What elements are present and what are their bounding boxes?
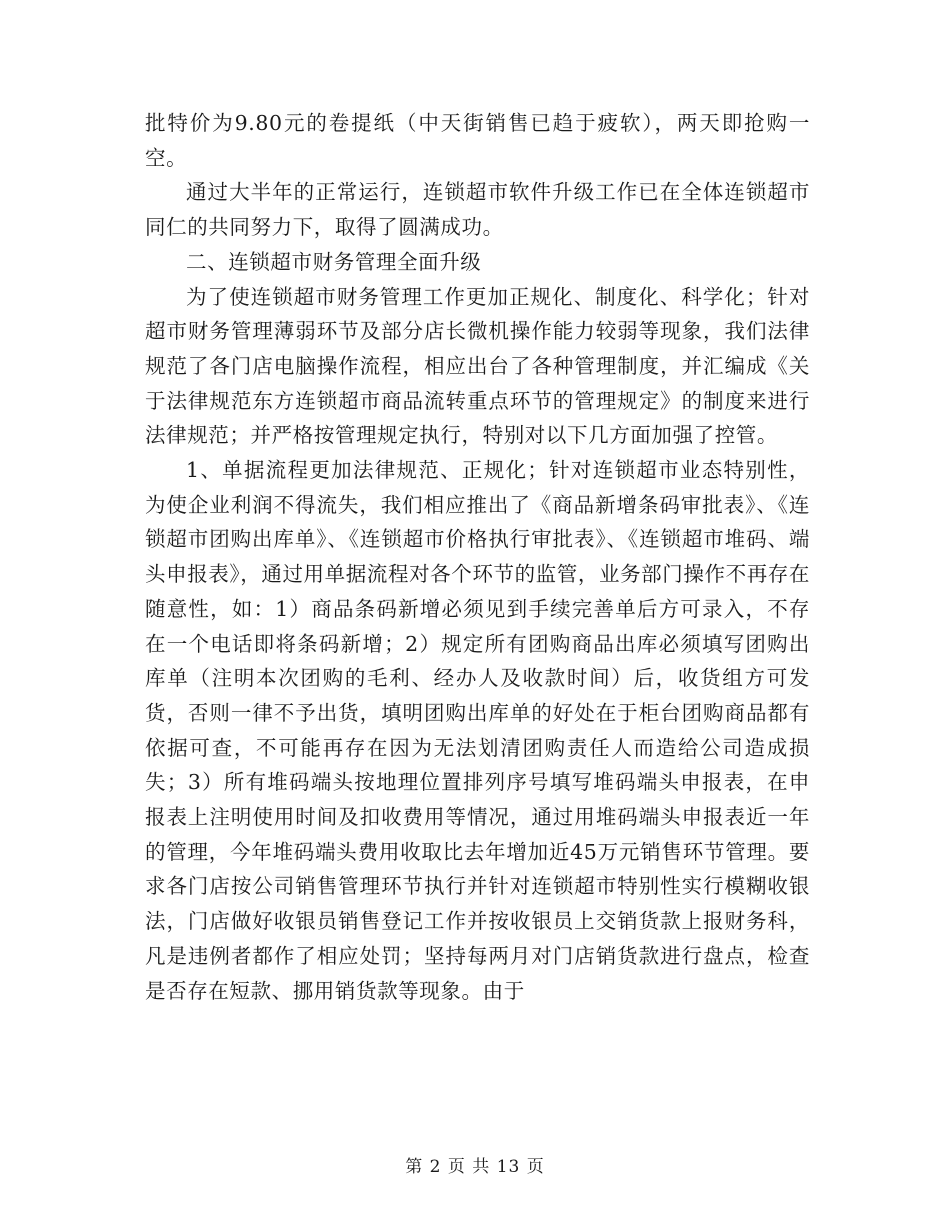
paragraph-1: 批特价为9.80元的卷提纸（中天街销售已趋于疲软），两天即抢购一空。 — [145, 111, 810, 170]
section-heading: 二、连锁超市财务管理全面升级 — [186, 249, 482, 274]
paragraph-3: 为了使连锁超市财务管理工作更加正规化、制度化、科学化；针对超市财务管理薄弱环节及部分店长微机操作能力较弱等现象，我们法律规范了各门店电脑操作流程，相应出台了各种管理制度，并汇编成《关于法律规范东方连锁超市商品流转重点环节的管理规定》的制度来进行法律规范；并严格按管理规定执行，特别对以下几方面加强了控管。 — [145, 284, 810, 448]
paragraph-4: 1、单据流程更加法律规范、正规化；针对连锁超市业态特别性，为使企业利润不得流失，我们相应推出了《商品新增条码审批表》、《连锁超市团购出库单》、《连锁超市价格执行审批表》、《连锁超市堆码、端头申报表》，通过用单据流程对各个环节的监管，业务部门操作不再存在随意性，如：1）商品条码新增必须见到手续完善单后方可录入，不存在一个电话即将条码新增；2）规定所有团购商品出库必须填写团购出库单（注明本次团购的毛利、经办人及收款时间）后，收货组方可发货，否则一律不予出货，填明团购出库单的好处在于柜台团购商品都有依据可查，不可能再存在因为无法划清团购责任人而造给公司造成损失；3）所有堆码端头按地理位置排列序号填写堆码端头申报表，在申报表上注明使用时间及扣收费用等情况，通过用堆码端头申报表近一年的管理，今年堆码端头费用收取比去年增加近45万元销售环节管理。要求各门店按公司销售管理环节执行并针对连锁超市特别性实行模糊收银法，门店做好收银员销售登记工作并按收银员上交销货款上报财务科，凡是违例者都作了相应处罚；坚持每两月对门店销货款进行盘点，检查是否存在短款、挪用销货款等现象。由于 — [145, 458, 810, 1003]
paragraph-2: 通过大半年的正常运行，连锁超市软件升级工作已在全体连锁超市同仁的共同努力下，取得了圆满成功。 — [145, 180, 810, 240]
page-footer: 第 2 页 共 13 页 — [405, 1157, 545, 1177]
document-body — [145, 106, 810, 1008]
